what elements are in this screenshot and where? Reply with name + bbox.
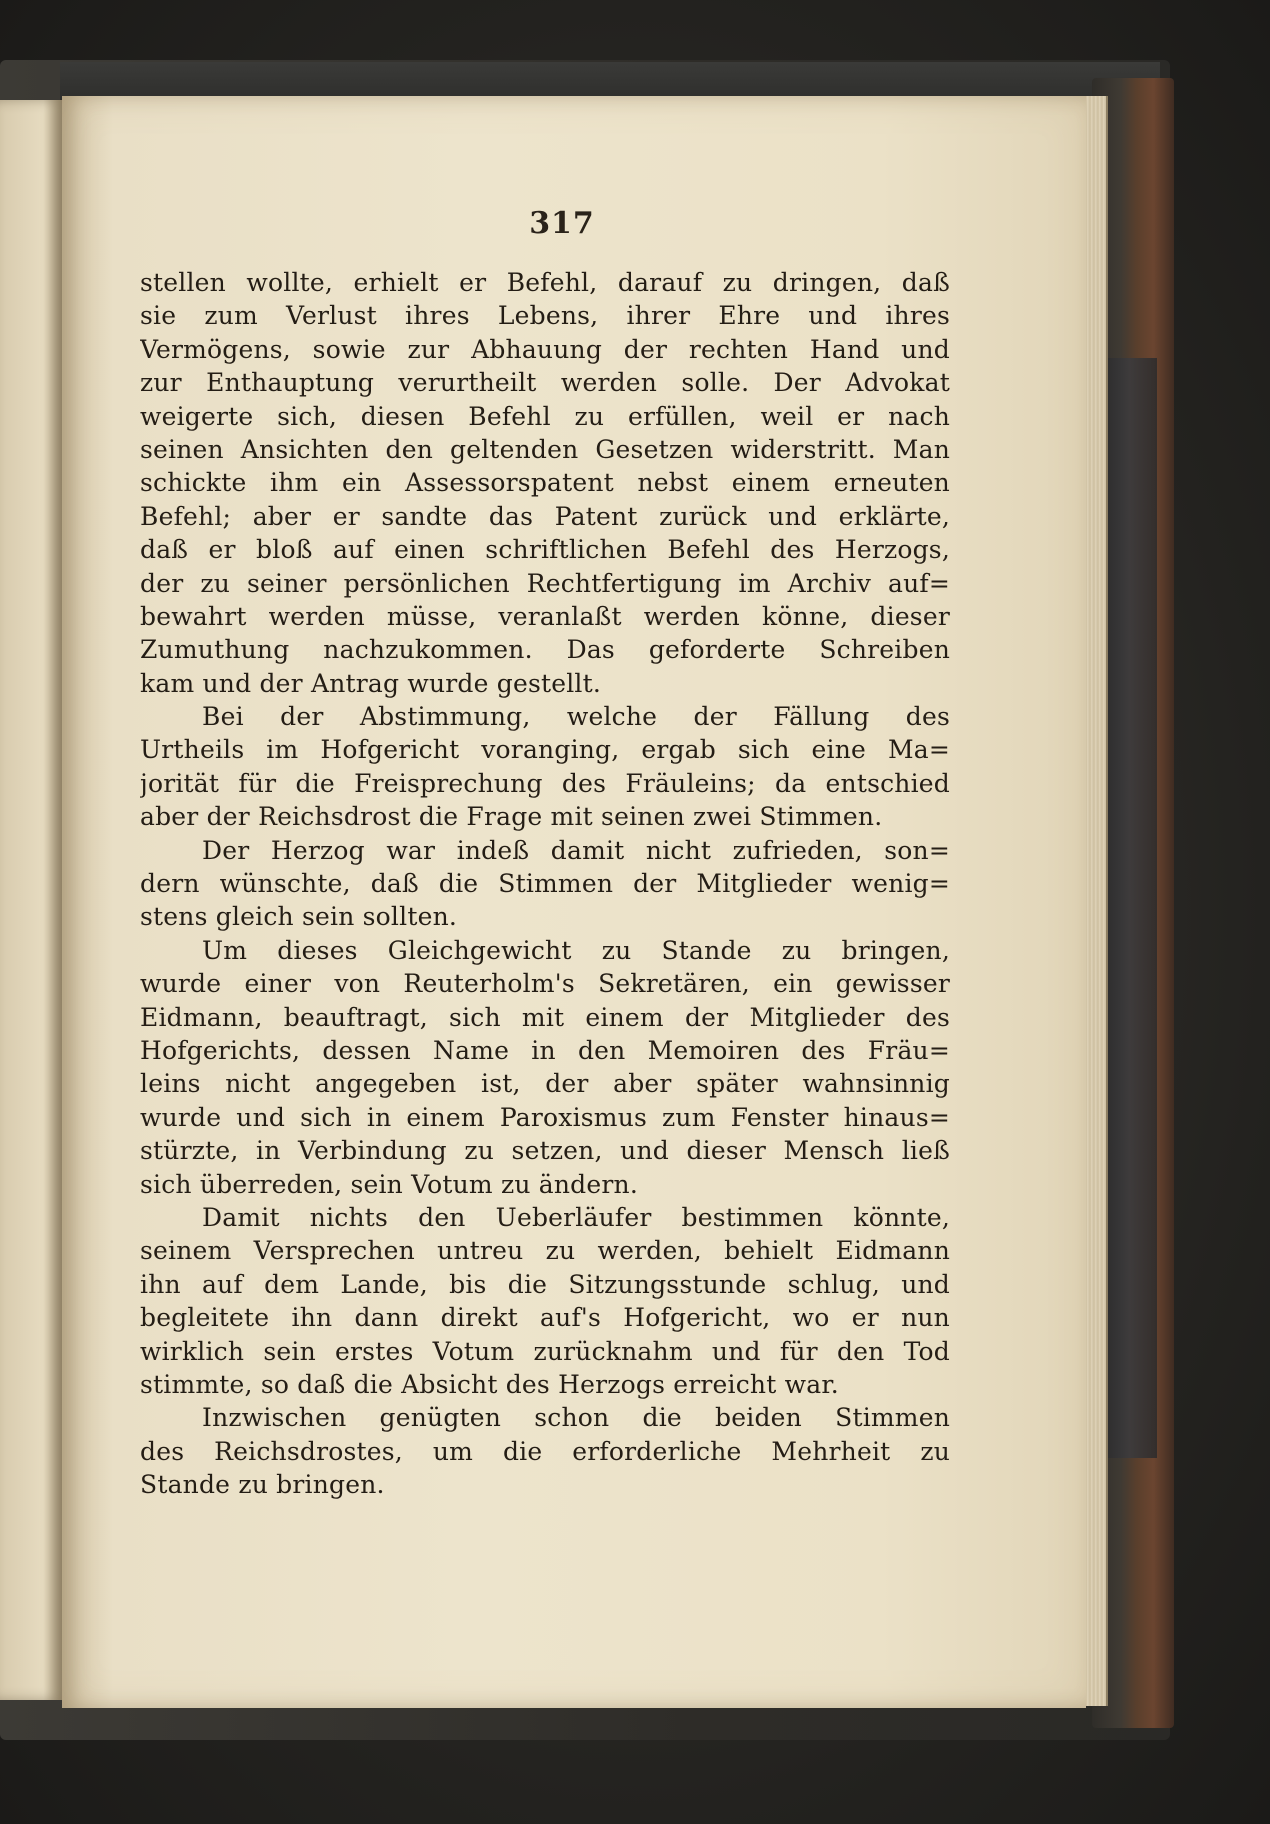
text-line: daß er bloß auf einen schriftlichen Befehl des Herzogs,	[140, 535, 950, 565]
text-line: schickte ihm ein Assessorspatent nebst einem erneuten	[140, 468, 950, 498]
text-line: seinen Ansichten den geltenden Gesetzen widerstritt. Man	[140, 434, 950, 464]
text-line: stimmte, so daß die Absicht des Herzogs erreicht war.	[140, 1369, 839, 1399]
text-line: Hofgerichts, dessen Name in den Memoiren des Fräu=	[140, 1035, 950, 1065]
text-line: dern wünschte, daß die Stimmen der Mitglieder wenig=	[140, 869, 950, 899]
text-line: seinem Versprechen untreu zu werden, behielt Eidmann	[140, 1236, 950, 1266]
text-line: des Reichsdrostes, um die erforderliche Mehrheit zu	[140, 1436, 950, 1466]
text-line: stellen wollte, erhielt er Befehl, darauf zu dringen, daß	[140, 268, 950, 297]
text-line: kam und der Antrag wurde gestellt.	[140, 668, 602, 698]
text-line: wurde einer von Reuterholm's Sekretären, ein gewisser	[140, 969, 950, 999]
text-line: aber der Reichsdrost die Frage mit seinen zwei Stimmen.	[140, 802, 883, 832]
text-line: Vermögens, sowie zur Abhauung der rechten Hand und	[140, 334, 950, 364]
text-line: Der Herzog war indeß damit nicht zufrieden, son=	[202, 835, 950, 865]
page-text	[140, 266, 950, 1501]
text-line: jorität für die Freisprechung des Fräuleins; da entschied	[140, 768, 950, 798]
text-line: sich überreden, sein Votum zu ändern.	[140, 1169, 638, 1199]
text-line: Damit nichts den Ueberläufer bestimmen könnte,	[202, 1202, 950, 1232]
text-line: Befehl; aber er sandte das Patent zurück und erklärte,	[140, 501, 950, 531]
text-line: bewahrt werden müsse, veranlaßt werden könne, dieser	[140, 601, 950, 631]
text-line: Stande zu bringen.	[140, 1470, 385, 1500]
page-number: 317	[529, 206, 595, 241]
text-line: Um dieses Gleichgewicht zu Stande zu bringen,	[202, 935, 950, 965]
text-line: begleitete ihn dann direkt auf's Hofgericht, wo er nun	[140, 1303, 950, 1333]
text-line: stürzte, in Verbindung zu setzen, und dieser Mensch ließ	[140, 1136, 950, 1166]
book-page	[62, 96, 1086, 1708]
text-line: leins nicht angegeben ist, der aber später wahnsinnig	[140, 1069, 950, 1099]
text-line: der zu seiner persönlichen Rechtfertigung im Archiv auf=	[140, 568, 950, 598]
text-line: Inzwischen genügten schon die beiden Stimmen	[202, 1403, 950, 1433]
text-line: Bei der Abstimmung, welche der Fällung des	[202, 702, 950, 732]
text-line: Urtheils im Hofgericht voranging, ergab sich eine Ma=	[140, 735, 950, 765]
text-line: sie zum Verlust ihres Lebens, ihrer Ehre und ihres	[140, 301, 950, 331]
text-line: stens gleich sein sollten.	[140, 902, 458, 932]
text-line: zur Enthauptung verurtheilt werden solle. Der Advokat	[140, 368, 950, 398]
text-line: Zumuthung nachzukommen. Das geforderte Schreiben	[140, 635, 950, 665]
text-line: Eidmann, beauftragt, sich mit einem der Mitglieder des	[140, 1002, 950, 1032]
text-line: wirklich sein erstes Votum zurücknahm und für den Tod	[140, 1336, 950, 1366]
text-line: ihn auf dem Lande, bis die Sitzungsstunde schlug, und	[140, 1269, 950, 1299]
text-line: wurde und sich in einem Paroxismus zum Fenster hinaus=	[140, 1102, 950, 1132]
text-line: weigerte sich, diesen Befehl zu erfüllen, weil er nach	[140, 401, 950, 431]
facing-page-edge	[0, 100, 62, 1700]
